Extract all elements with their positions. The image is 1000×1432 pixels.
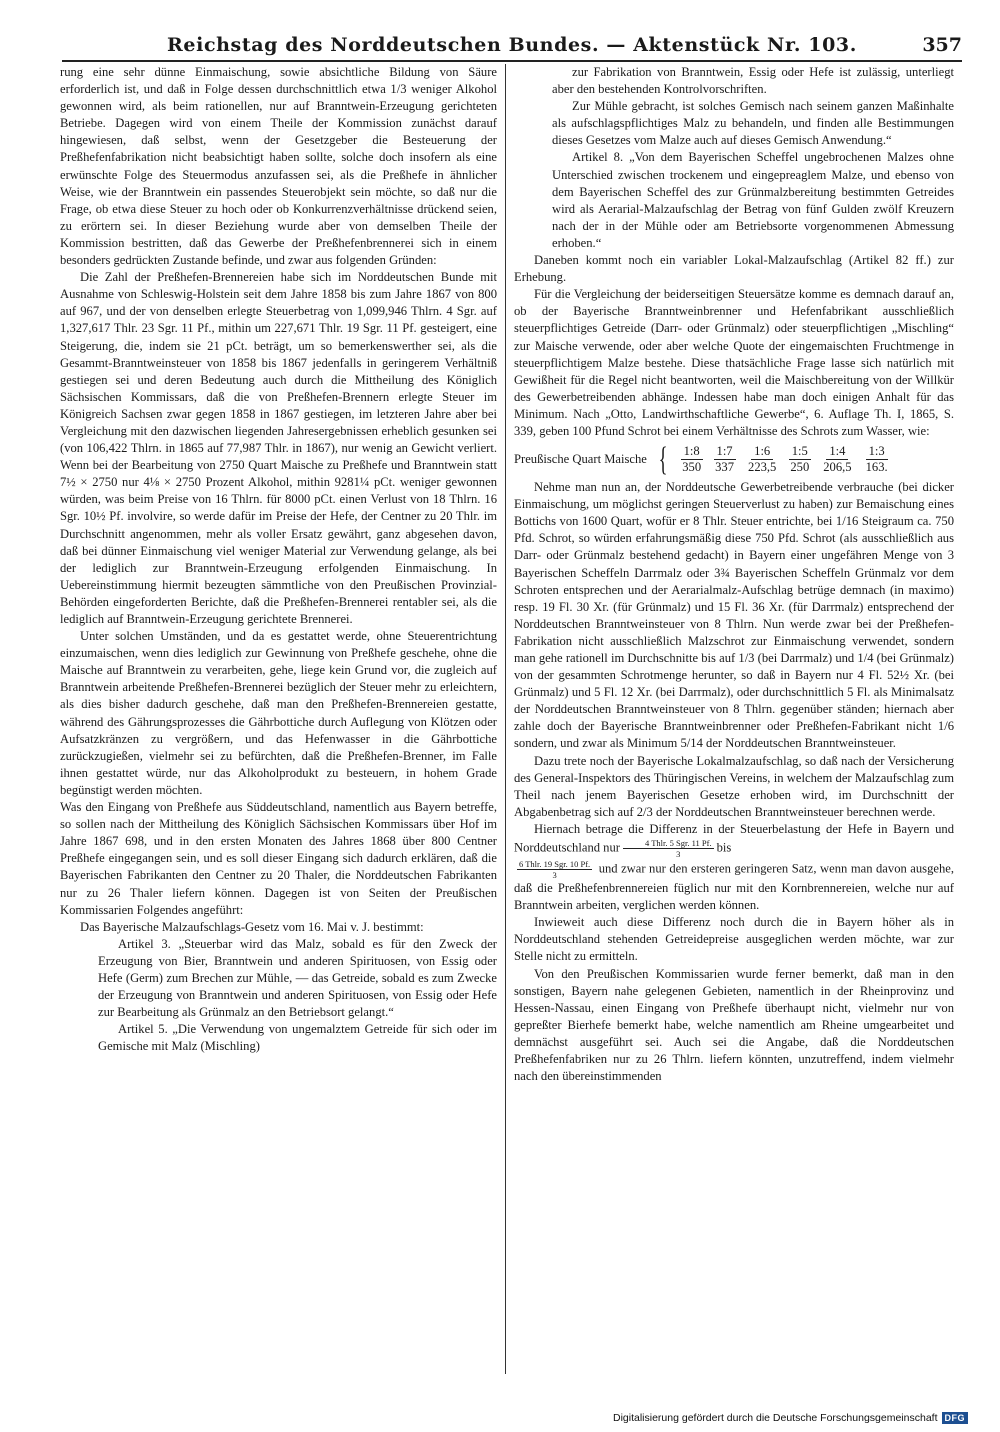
quoted-article: Artikel 3. „Steuerbar wird das Malz, sobald es für den Zweck der Erzeugung von Bier, Branntwein und anderen Spirituosen, von Essig oder Hefe (Germ) zum Brechen zur Mühle, — das Getreide, sobald es zum Zwecke der Erzeugung von Branntwein und anderen Spirituosen, von Essig oder Hefe zur Bearbeitung als Grünmalz an den Betriebsort gelangt.“ (98, 936, 497, 1020)
paragraph: Für die Vergleichung der beiderseitigen Steuersätze komme es demnach darauf an, ob der Bayerische Branntweinbrenner und Hefenfabrikant ausschließlich steuerpflichtiges Getreide (Darr- oder Grünmalz) oder steuerpflichtigen „Mischling“ zur Maische verwende, oder aber welche Quote der eingemaischten Fruchtmenge in steuerpflichtigem Malze bestehe. Diese thatsächliche Frage lasse sich natürlich mit Gewißheit für die Regel nicht beantworten, weil die Maischbereitung von der Willkür des Gewerbetreibenden abhänge. Indessen habe man doch einigen Anhalt für das Minimum. Nach „Otto, Landwirthschaftliche Gewerbe“, 6. Auflage Th. I, 1865, S. 339, geben 100 Pfund Schrot bei einem Verhältnisse des Schrots zum Wasser, wie: (514, 287, 954, 438)
fraction (623, 838, 714, 859)
fraction-top: 6 Thlr. 19 Sgr. 10 Pf. (519, 859, 591, 870)
paragraph: Von den Preußischen Kommissarien wurde ferner bemerkt, daß man in den sonstigen, Bayern nahe gelegenen Gebieten, namentlich in der Rheinprovinz und Hessen-Nassau, einen Eingang von Preßhefe überhaupt nicht, vielmehr nur von gepreßter Bierhefe bemerkt habe, welche namentlich am Rheine umgearbeitet und demnächst ausgeführt sei. Auch sei die Angabe, daß die Norddeutschen Preßhefenfabriken nur zu 26 Thlrn. liefern könnten, unzutreffend, indem vielmehr nach den übereinstimmenden (514, 966, 954, 1084)
funding-note: Digitalisierung gefördert durch die Deutsche Forschungsgemeinschaft (612, 1412, 938, 1424)
paragraph: Daneben kommt noch ein variabler Lokal-Malzaufschlag (Artikel 82 ff.) zur Erhebung. (514, 253, 954, 285)
ratio-item (820, 444, 854, 475)
fraction (517, 859, 592, 880)
page-header (62, 32, 962, 62)
fraction-bis: bis (716, 840, 732, 855)
quoted-article: Artikel 5. „Die Verwendung von ungemalztem Getreide für sich oder im Gemische mit Malz (Mischling) (98, 1022, 497, 1054)
paragraph: Was den Eingang von Preßhefe aus Süddeutschland, namentlich aus Bayern betreffe, so sollen nach der Mittheilung des Königlich Sächsischen Kommissars über Hof im Jahre 1867 698, und in den ersten Monaten des Jahres 1868 über 800 Centner Preßhefe eingegangen sein, und es soll dieser Eingang sich dadurch erklären, daß die Bayerischen Fabrikanten den Centner zu 20 Thaler, die Norddeutschen Fabrikanten nur zu 26 Thaler liefern können. Dagegen ist von Seiten der Preußischen Kommissarien Folgendes angeführt: (60, 800, 497, 917)
paragraph: Inwieweit auch diese Differenz noch durch die in Bayern höher als in Norddeutschland stehenden Getreidepreise ausgeglichen werden möchte, war zur Stelle nicht zu ermitteln. (514, 915, 954, 964)
fraction-top: 4 Thlr. 5 Sgr. 11 Pf. (623, 838, 714, 849)
ratio-top: 1:3 (866, 444, 888, 460)
ratio-label: Preußische Quart Maische (514, 452, 647, 467)
page-number: 357 (922, 34, 962, 56)
ratio-top: 1:4 (826, 444, 848, 460)
dfg-logo: DFG (942, 1412, 969, 1424)
ratio-bottom: 337 (715, 460, 735, 475)
paragraph (514, 821, 954, 859)
ratio-item (712, 444, 737, 475)
ratio-item (787, 444, 812, 475)
ratio-bottom: 206,5 (823, 460, 852, 475)
ratio-item (745, 444, 779, 475)
ratio-bottom: 163. (865, 460, 888, 475)
left-column (60, 64, 497, 1374)
quoted-article: Artikel 8. „Von dem Bayerischen Scheffel ungebrochenen Malzes ohne Unterschied zwischen trockenem und eingepreaglem Malze, und ebenso von dem Bayerischen Scheffel des zur Grünmalzbereitung bestimmten Getreides wird als Aerarial-Malzaufschlag der Betrag von fünf Gulden zwölf Kreuzern nach der in der Mühle oder am Betriebsorte vorgenommenen Abmessung erhoben.“ (552, 150, 954, 250)
column-divider (505, 64, 506, 1374)
fraction-bottom: 3 (552, 870, 557, 881)
paragraph-text: Hiernach betrage die Differenz in der Steuerbelastung der Hefe in Bayern und Norddeutschland nur (514, 821, 954, 855)
right-column (514, 64, 954, 1374)
mash-ratio-table (514, 440, 954, 478)
ratio-item (679, 444, 704, 475)
footer-note (613, 1412, 968, 1424)
ratio-top: 1:7 (714, 444, 736, 460)
paragraph: Die Zahl der Preßhefen-Brennereien habe sich im Norddeutschen Bunde mit Ausnahme von Schleswig-Holstein seit dem Jahre 1858 bis zum Jahre 1867 von 800 auf 967, und der von denselben erlegte Steuerbetrag von 1,099,946 Thlrn. 4 Sgr. auf 1,327,617 Thlr. 23 Sgr. 11 Pf., mithin um 227,671 Thlr. 19 Sgr. 11 Pf. gesteigert, eine Steigerung, die, indem sie 21 pCt. beträgt, um so bemerkenswerther sei, als die Gesammt-Branntweinsteuer von 1858 bis 1867 jedenfalls in geringerem Verhältniß gestiegen sei und deren Bedeutung auch durch die Mittheilung des Königlich Sächsischen Kommissars, daß die von Preßhefen-Brennern erlegte Steuer im Königreich Sachsen zwar gegen 1858 in 1867 gestiegen, im letzteren Jahre aber bei Vergleichung mit den dazwischen liegenden Jahresergebnissen erheblich gesunken sei (von 106,422 Thlrn. in 1865 auf 77,987 Thlr. in 1867), nur wenig an Gewicht verliert. Wenn bei der Bearbeitung von 2750 Quart Maische zu Preßhefe und Branntwein statt 7½ × 2750 nur 4⅛ × 2750 Prozent Alkohol, mithin 9281¼ pCt. weniger gewonnen würden, was beim Preise von 16 Thlrn. für 8000 pCt. einen Verlust von 18 Thlrn. 16 Sgr. 10½ Pf. involvire, so werde dafür im Preise der Hefe, der Centner zu 20 Thlr. im Durchschnitt angenommen, mehr als voller Ersatz gewährt, ganz abgesehen davon, daß bei dünner Einmaischung viel weniger Material zur Verwendung gelange, als bei der lediglich zur Branntwein-Erzeugung erfolgenden Einmaischung. In Uebereinstimmung hiermit bezeugten sämmtliche von den Preußischen Provinzial-Behörden eingeforderten Berichte, daß die Preßhefen-Brennerei rentabler sei, als die lediglich auf Branntwein-Erzeugung gerichtete Brennerei. (60, 270, 497, 626)
quoted-article: Zur Mühle gebracht, ist solches Gemisch nach seinem ganzen Maßinhalte als aufschlagspflichtiges Malz zu behandeln, und finden alle Bestimmungen dieses Gesetzes vom Malze auch auf dieses Gemisch Anwendung.“ (552, 99, 954, 148)
ratio-top: 1:8 (681, 444, 703, 460)
paragraph: Das Bayerische Malzaufschlags-Gesetz vom 16. Mai v. J. bestimmt: (80, 919, 424, 934)
ratio-bottom: 250 (790, 460, 810, 475)
ratio-item (863, 444, 891, 475)
ratio-bottom: 223,5 (748, 460, 777, 475)
quoted-article: zur Fabrikation von Branntwein, Essig oder Hefe ist zulässig, unterliegt aber den bestehenden Kontrolvorschriften. (552, 65, 954, 97)
ratio-list (679, 444, 890, 475)
paragraph: Unter solchen Umständen, und da es gestattet werde, ohne Steuerentrichtung einzumaischen, wenn dies lediglich zur Gewinnung von Preßhefe geschehe, ohne die Maische auf Branntwein zu verarbeiten, gehe, liege kein Grund vor, die zugleich auf Branntwein arbeitende Preßhefen-Brennerei bezüglich der Steuer mehr zu erleichtern, als dies bisher dadurch geschehe, daß man den Preßhefen-Brennereien gestatte, während des Gährungsprozesses die Gährbottiche durch Auflegung von Klötzen oder Aufsatzkränzen zu vergrößern, und das Hefenwasser in die Gährbottiche zurückzugießen, vielmehr sei zu befürchten, daß die Preßhefen-Brenner, im Falle ihnen gestattet würde, nur das Alkoholprodukt zu besteuern, in hohem Grade begünstigt werden möchten. (60, 629, 497, 797)
paragraph-text: und zwar nur den ersteren geringeren Satz, wenn man davon ausgehe, daß die Preßhefenbrennereien füglich nur mit den Kornbrennereien, welche nur auf Branntwein arbeiten, verglichen werden können. (514, 861, 954, 913)
paragraph: Nehme man nun an, der Norddeutsche Gewerbetreibende verbrauche (bei dicker Einmaischung, um möglichst geringen Steuerverlust zu haben) zur Bemaischung eines Bottichs von 1600 Quart, wofür er 8 Thlr. Steuer entrichte, bei 1/16 Steigraum ca. 750 Pfd. Schrot, so würden erfahrungsmäßig diese 750 Pfd. Schrot (als ausschließlich aus Darr- oder Grünmalz bestehend gedacht) in Bayern einer ungefähren Menge von 3 Bayerischen Scheffeln Darrmalz oder 3¾ Bayerischen Scheffeln Grünmalz vor dem Schroten entsprechen und der Aerarialmalz-Aufschlag betrüge demnach (in maximo) resp. 19 Fl. 30 Xr. (für Grünmalz) und 15 Fl. 36 Xr. (für Darrmalz) entsprechend der Norddeutschen Branntweinsteuer von 8 Thlrn. Nun werde zwar bei der Preßhefen-Fabrikation nicht ausschließlich Malzschrot zur Einmaischung verwendet, sondern man gehe rationell im Durchschnitte bis auf 1/3 (bei Darrmalz) und 1/4 (bei Grünmalz) von der gesammten Schrotmenge herunter, so daß in Bayern nur 4 Fl. 52½ Xr. (bei Grünmalz) und 5 Fl. 12 Xr. (bei Darrmalz), oder durchschnittlich 5 Fl. als Minimalsatz der Norddeutschen Branntweinsteuer von 8 Thlrn. gegenüber ständen; hiernach aber zahle doch der Bayerische Branntweinbrenner oder Preßhefen-Fabrikant nicht 1/6 sondern, und zwar als Minimum 5/14 der Norddeutschen Branntweinsteuer. (514, 480, 954, 751)
paragraph: rung eine sehr dünne Einmaischung, sowie absichtliche Bildung von Säure erforderlich ist, und daß in Folge dessen durchschnittlich etwa 1/3 weniger Alkohol gewonnen wird, als beim rationellen, nur auf Branntwein-Erzeugung gerichteten Betriebe. Dagegen wird von einem Theile der Kommission zunächst darauf hingewiesen, daß selbst, wenn der Gesetzgeber die Besteuerung der Preßhefenfabrikation nicht beabsichtigt haben sollte, solche doch insofern als eine erwünschte Folge des Steuermodus anzufassen sei, als die Preßhefe in ähnlicher Weise, wie der Branntwein ein passendes Steuerobjekt sein möchte, so daß nur die Frage, ob etwa diese Steuer zu hoch oder ob Konkurrenzverhältnisse drückend seien, zu erörtern sei. In dieser Beziehung wurde aber von demselben Theile der Kommission bestritten, daß das Gewerbe der Preßhefenbrennerei sich in einem besonders gedrückten Zustande befinde, und zwar aus folgenden Gründen: (60, 65, 497, 268)
page-title: Reichstag des Norddeutschen Bundes. — Aktenstück Nr. 103. (167, 34, 857, 56)
ratio-bottom: 350 (682, 460, 702, 475)
fraction-bottom: 3 (676, 849, 681, 860)
brace-icon: { (658, 440, 668, 478)
ratio-top: 1:5 (789, 444, 811, 460)
ratio-top: 1:6 (751, 444, 773, 460)
paragraph: Dazu trete noch der Bayerische Lokalmalzaufschlag, so daß nach der Versicherung des General-Inspektors des Thüringischen Vereins, in welchem der Malzaufschlag zum Theil nach jenem Bayerischen Gesetze erhoben wird, im Durchschnitt der Abgabenbetrag sich auf 2/3 der Norddeutschen Branntweinsteuer berechnen werde. (514, 753, 954, 819)
paragraph (514, 859, 954, 914)
